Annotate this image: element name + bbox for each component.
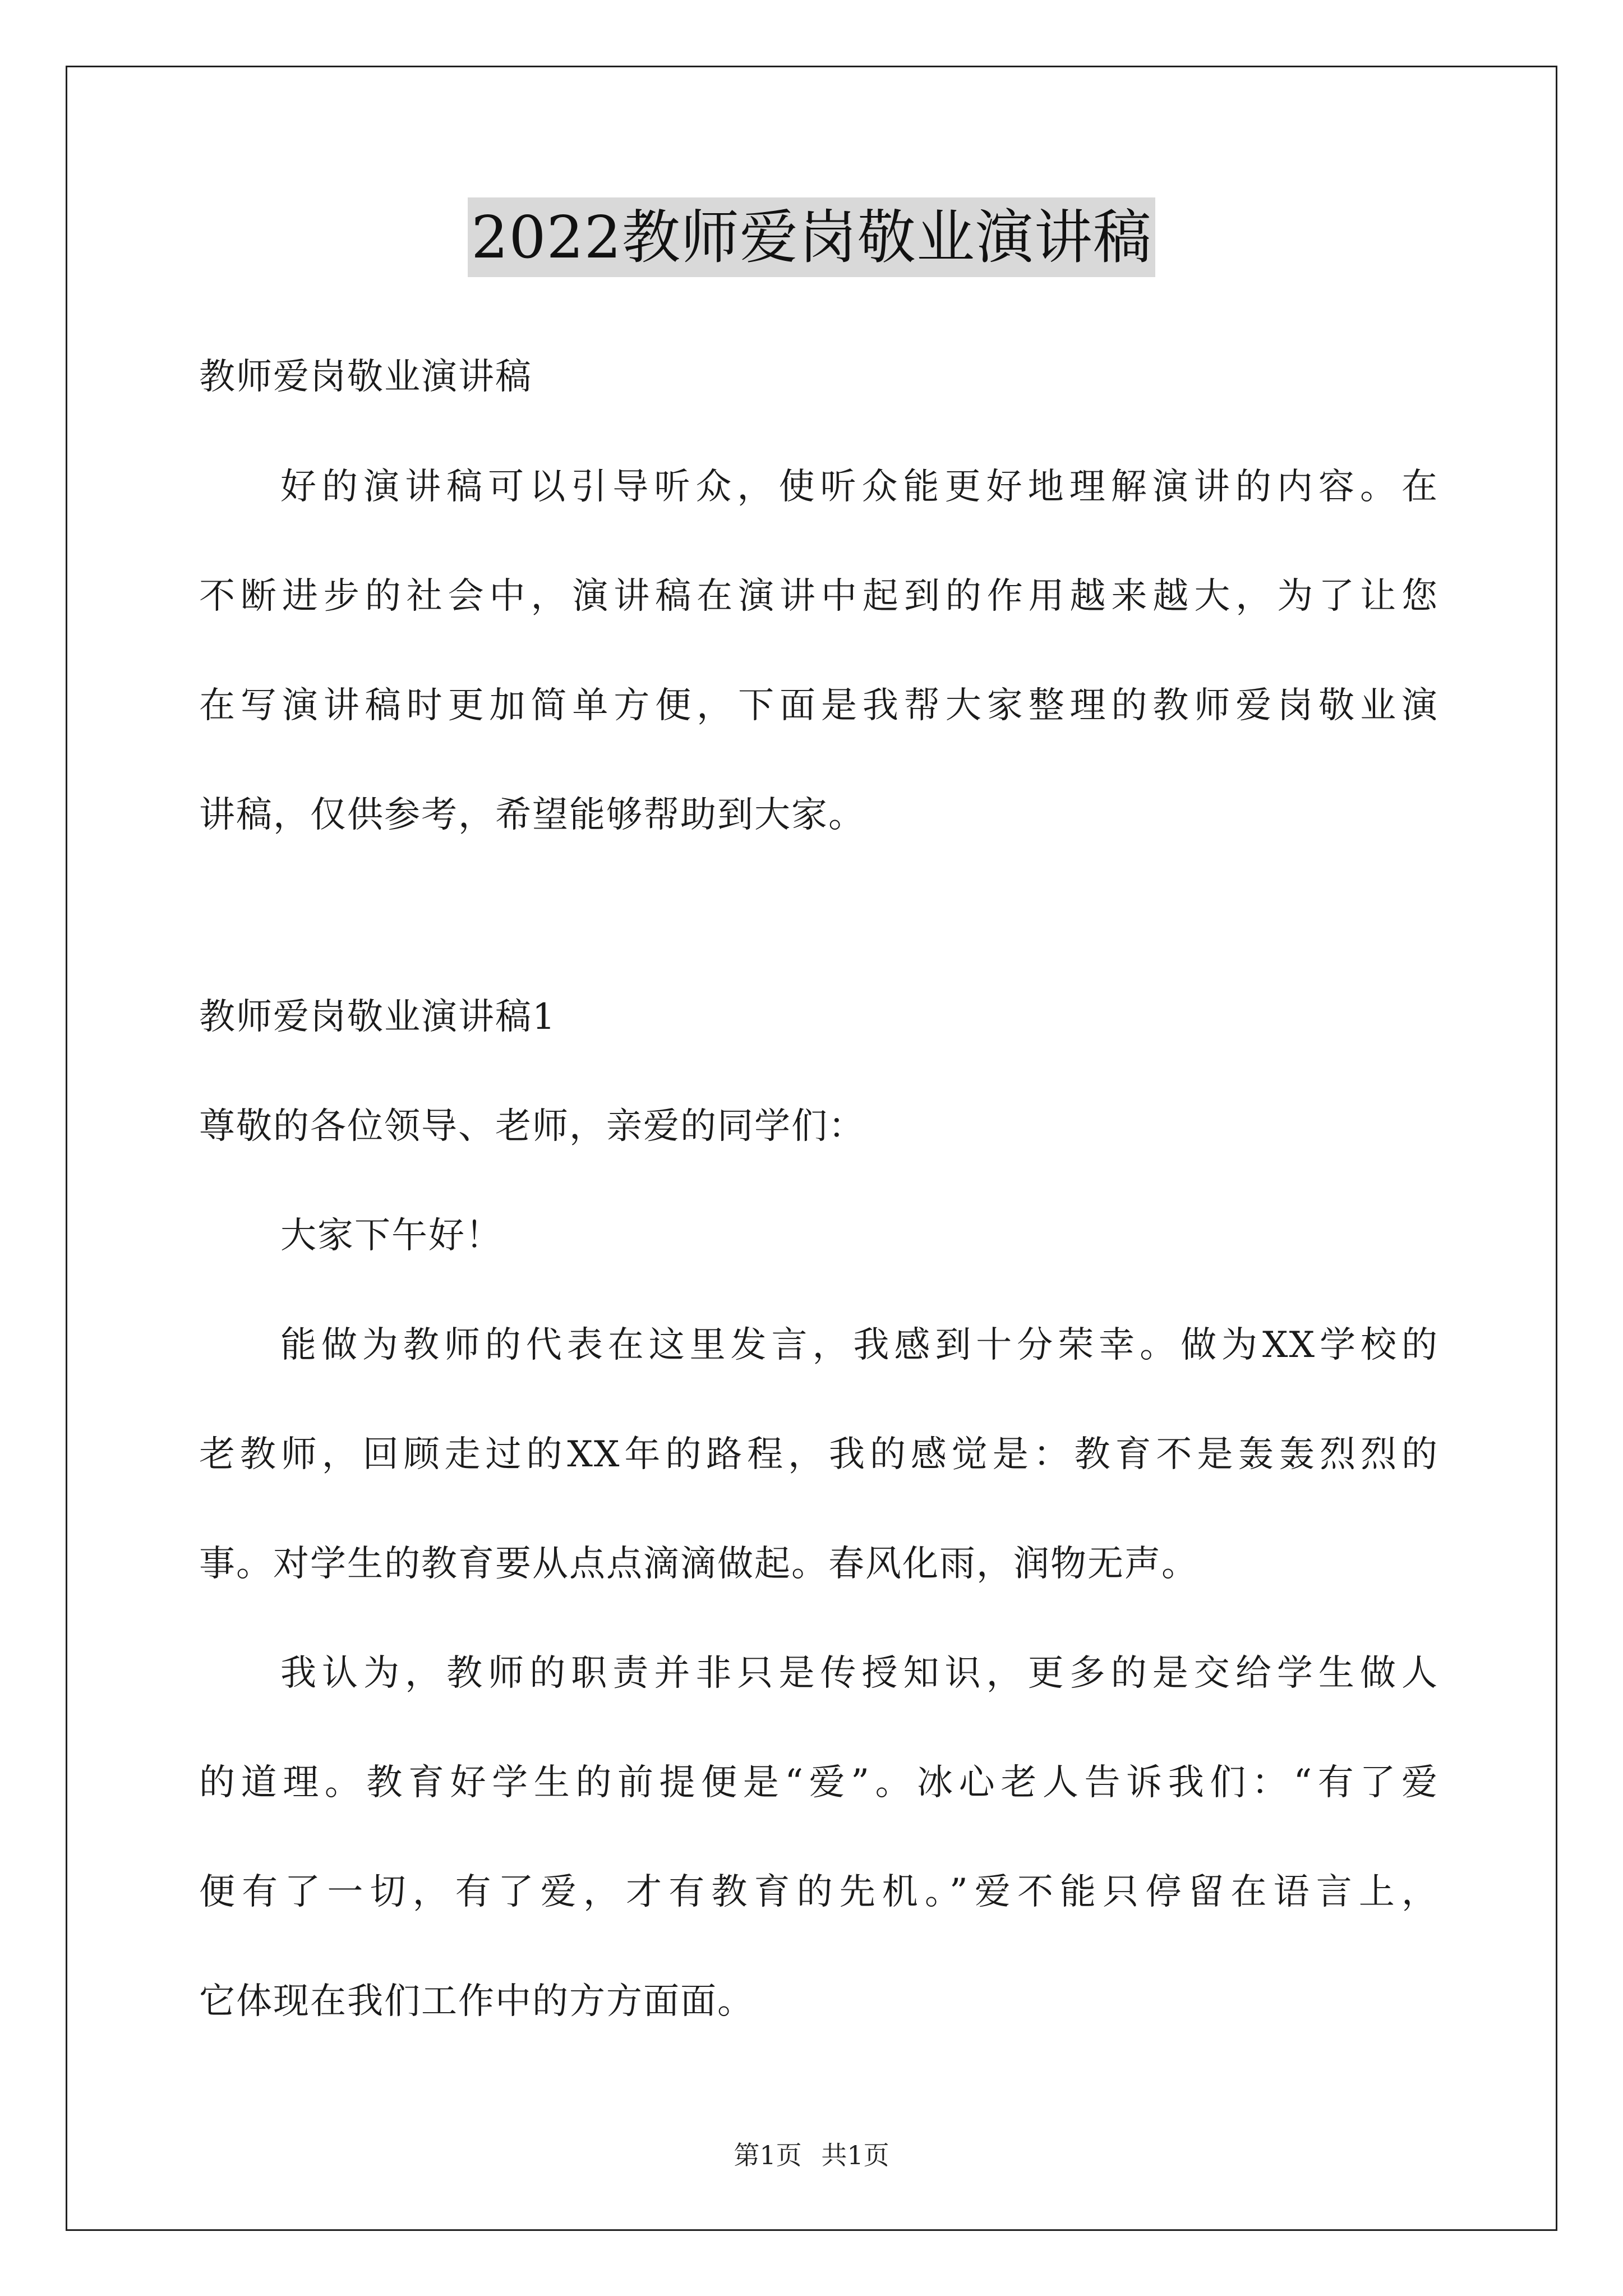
- intro-line: 在写演讲稿时更加简单方便，下面是我帮大家整理的教师爱岗敬业演: [199, 685, 1438, 726]
- intro-line: 好的演讲稿可以引导听众，使听众能更好地理解演讲的内容。在: [280, 466, 1438, 508]
- page-footer: [0, 2138, 1623, 2172]
- paragraph-line: 的道理。教育好学生的前提便是“爱”。冰心老人告诉我们：“有了爱: [199, 1762, 1438, 1803]
- paragraph-line: 便有了一切，有了爱，才有教育的先机。”爱不能只停留在语言上，: [199, 1871, 1438, 1913]
- section-heading: 教师爱岗敬业演讲稿1: [199, 996, 556, 1038]
- title-container: [0, 197, 1623, 277]
- intro-line: 不断进步的社会中，演讲稿在演讲中起到的作用越来越大，为了让您: [199, 576, 1438, 617]
- subtitle: 教师爱岗敬业演讲稿: [199, 356, 532, 398]
- salutation: 尊敬的各位领导、老师，亲爱的同学们：: [199, 1106, 865, 1147]
- paragraph-line: 我认为，教师的职责并非只是传授知识，更多的是交给学生做人: [280, 1653, 1438, 1694]
- paragraph-line: 能做为教师的代表在这里发言，我感到十分荣幸。做为XX学校的: [280, 1324, 1438, 1366]
- document-title: 2022教师爱岗敬业演讲稿: [468, 197, 1155, 277]
- page-number-current: 第1页: [734, 2140, 802, 2170]
- greeting: 大家下午好！: [280, 1215, 502, 1257]
- intro-line: 讲稿，仅供参考，希望能够帮助到大家。: [199, 794, 865, 836]
- page-number-total: 共1页: [821, 2140, 889, 2170]
- paragraph-line: 事。对学生的教育要从点点滴滴做起。春风化雨，润物无声。: [199, 1543, 1198, 1585]
- paragraph-line: 老教师，回顾走过的XX年的路程，我的感觉是：教育不是轰轰烈烈的: [199, 1434, 1438, 1475]
- paragraph-line: 它体现在我们工作中的方方面面。: [199, 1981, 754, 2022]
